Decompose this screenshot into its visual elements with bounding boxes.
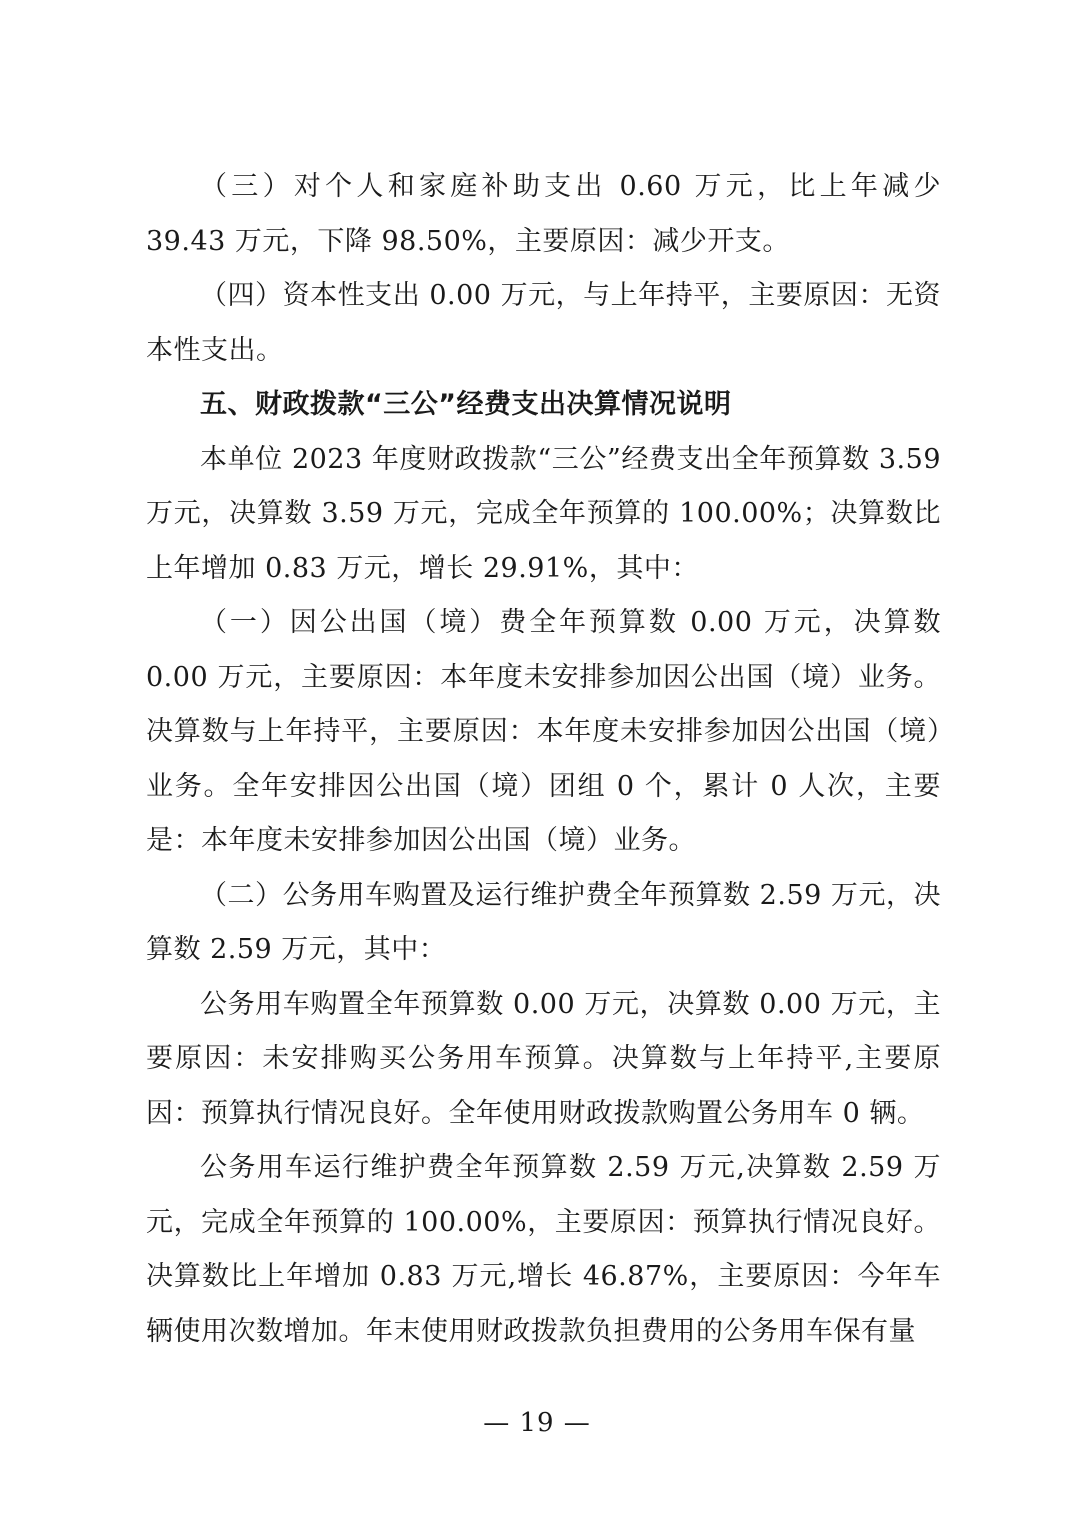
paragraph-vehicle-maintenance: 公务用车运行维护费全年预算数 2.59 万元,决算数 2.59 万元，完成全年预算的 100.00%，主要原因：预算执行情况良好。决算数比上年增加 0.83 万元,增长 46.87%，主要原因：今年车辆使用次数增加。年末使用财政拨款负担费用的公务用车保有量 — [146, 1152, 941, 1347]
section-heading-three-public-expenses: 五、财政拨款“三公”经费支出决算情况说明 — [200, 389, 732, 420]
paragraph-capital-expenditure: （四）资本性支出 0.00 万元，与上年持平，主要原因：无资本性支出。 — [146, 280, 941, 366]
paragraph-overseas-travel: （一）因公出国（境）费全年预算数 0.00 万元，决算数 0.00 万元，主要原因：本年度未安排参加因公出国（境）业务。决算数与上年持平，主要原因：本年度未安排参加因公出国（境）业务。全年安排因公出国（境）团组 0 个，累计 0 人次，主要是：本年度未安排参加因公出国（境）业务。 — [146, 607, 941, 856]
paragraph-vehicle-purchase: 公务用车购置全年预算数 0.00 万元，决算数 0.00 万元，主要原因：未安排购买公务用车预算。决算数与上年持平,主要原因：预算执行情况良好。全年使用财政拨款购置公务用车 0 辆。 — [146, 988, 941, 1129]
document-body — [146, 160, 941, 1359]
paragraph-three-public-summary: 本单位 2023 年度财政拨款“三公”经费支出全年预算数 3.59 万元，决算数 3.59 万元，完成全年预算的 100.00%；决算数比上年增加 0.83 万元，增长 29.91%，其中： — [146, 443, 941, 584]
paragraph-personal-family-subsidy: （三）对个人和家庭补助支出 0.60 万元，比上年减少 39.43 万元，下降 98.50%，主要原因：减少开支。 — [146, 171, 941, 257]
page-number: — 19 — — [483, 1408, 591, 1438]
paragraph-official-vehicles: （二）公务用车购置及运行维护费全年预算数 2.59 万元，决算数 2.59 万元，其中： — [146, 879, 941, 965]
